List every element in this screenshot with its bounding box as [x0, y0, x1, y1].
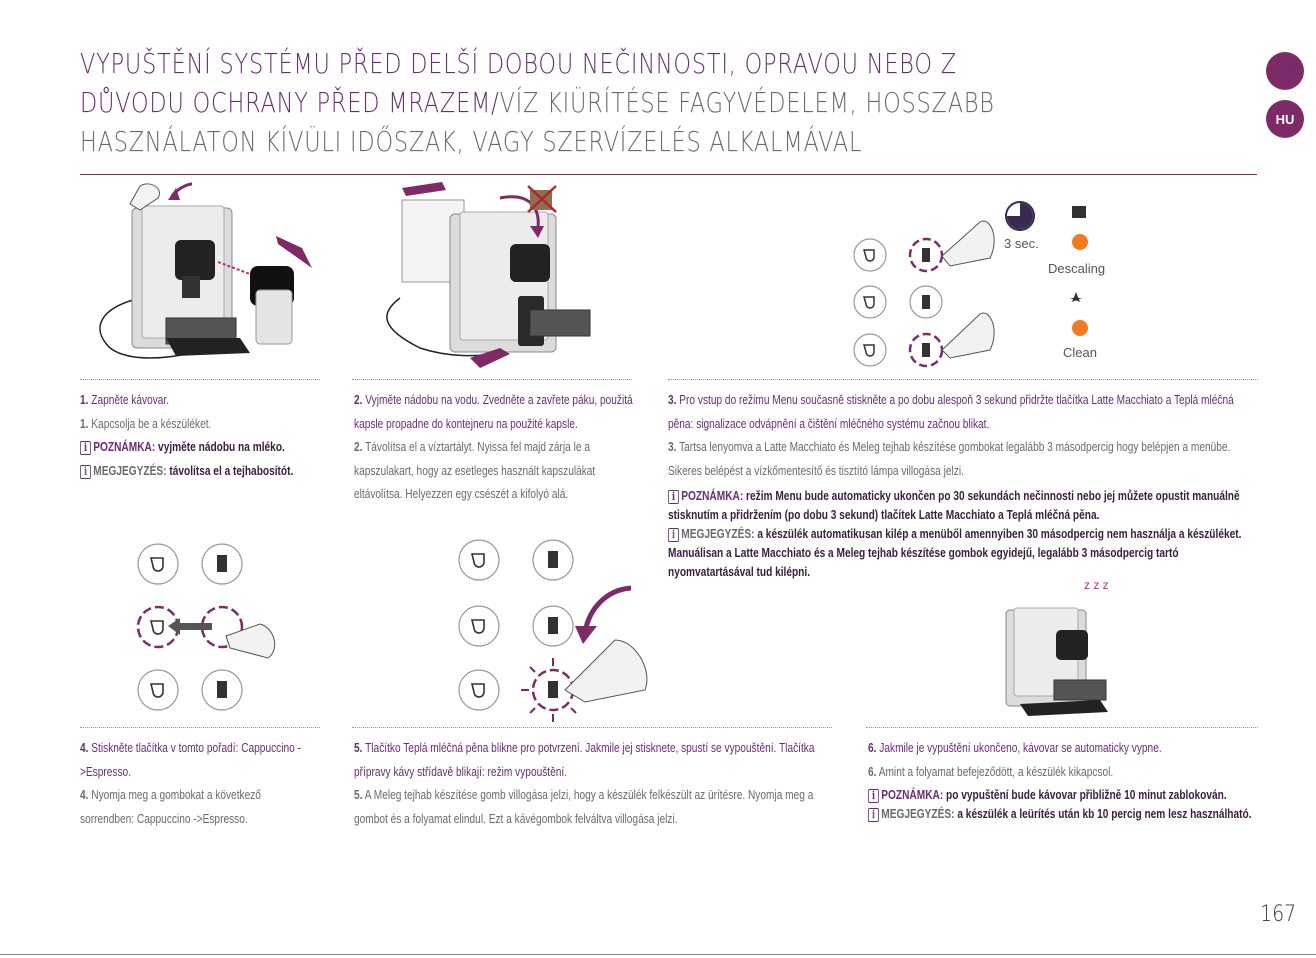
step-1-note-cz: vyjměte nádobu na mléko. [158, 439, 285, 454]
illustration-drain-button [455, 540, 655, 720]
info-icon: i [668, 490, 679, 504]
title-rule [80, 174, 1257, 175]
separator-2 [352, 379, 632, 380]
info-icon: i [868, 808, 879, 822]
illustration-machine-remove-milk [80, 178, 320, 373]
separator-1 [80, 379, 320, 380]
step-3-text [668, 388, 1258, 581]
illustration-machine-off [1000, 600, 1115, 718]
step-5-number-hu: 5. [354, 787, 363, 802]
step-1-cz: Zapněte kávovar. [91, 392, 170, 407]
step-1-text [80, 388, 322, 482]
title-hu: VÍZ KIÜRÍTÉSE FAGYVÉDELEM, HOSSZABB HASZNÁLATON KÍVÜLI IDŐSZAK, VAGY SZERVÍZELÉS ALKALMÁVAL [80, 86, 995, 158]
step-2-cz: Vyjměte nádobu na vodu. Zvedněte a zavřete páku, použitá kapsle propadne do kontejneru na použité kapsle. [354, 392, 633, 431]
step-6-text [868, 736, 1258, 823]
step-2-number-hu: 2. [354, 439, 363, 454]
label-descaling: Descaling [1048, 261, 1106, 276]
step-6-hu: Amint a folyamat befejeződött, a készülék kikapcsol. [878, 763, 1114, 779]
illustration-buttons-sequence [130, 540, 280, 715]
step-2-text [354, 388, 635, 506]
step-3-note-cz: režim Menu bude automaticky ukončen po 30 sekundách nečinnosti nebo jej můžete opustit manuálně stisknutím a přidržením (po dobu 3 sekund) tlačítek Latte Macchiato a Teplá mléčná pěna. [668, 488, 1240, 522]
step-6-cz: Jakmile je vypuštění ukončeno, kávovar se automaticky vypne. [879, 740, 1162, 755]
separator-6 [866, 727, 1258, 728]
language-badge-hu: HU [1266, 100, 1304, 138]
title-cz: VYPUŠTĚNÍ SYSTÉMU PŘED DELŠÍ DOBOU NEČINNOSTI, OPRAVOU NEBO Z DŮVODU OCHRANY PŘED MRAZEM/ [80, 47, 957, 119]
label-clean: Clean [1063, 345, 1097, 360]
step-3-number-hu: 3. [668, 439, 677, 454]
info-icon: i [668, 528, 679, 542]
step-5-text [354, 736, 822, 830]
step-6-number-hu: 6. [868, 763, 877, 779]
page-number: 167 [1260, 902, 1296, 927]
separator-4 [80, 727, 320, 728]
note-label-hu: MEGJEGYZÉS: [881, 806, 955, 821]
label-3sec: 3 sec. [1004, 236, 1039, 251]
separator-5 [352, 727, 832, 728]
language-badge-cz: CZ [1266, 52, 1304, 90]
step-5-cz: Tlačítko Teplá mléčná pěna blikne pro potvrzení. Jakmile jej stisknete, spustí se vypouštění. Tlačítka přípravy kávy střídavě blikají: režim vypouštění. [354, 740, 815, 779]
note-label-hu: MEGJEGYZÉS: [681, 526, 755, 541]
info-icon: i [868, 789, 879, 803]
separator-3 [668, 379, 1258, 380]
note-label-hu: MEGJEGYZÉS: [93, 462, 167, 478]
step-6-number: 6. [868, 740, 877, 755]
step-4-number: 4. [80, 740, 89, 755]
step-2-hu: Távolítsa el a víztartályt. Nyissa fel majd zárja le a kapszulakart, hogy az esetleges használt kapszulákat eltávolítsa. Helyezzen egy csészét a kifolyó alá. [354, 439, 596, 501]
page-title [80, 44, 1008, 161]
step-1-number-hu: 1. [80, 415, 89, 431]
note-label-cz: POZNÁMKA: [681, 488, 744, 503]
step-3-hu: Tartsa lenyomva a Latte Macchiato és Meleg tejhab készítése gombokat legalább 3 másodpercig hogy belépjen a menübe. Sikeres belépést a vízkőmentesítő és tisztító lámpa villogása jelzi. [668, 439, 1231, 478]
step-5-hu: A Meleg tejhab készítése gomb villogása jelzi, hogy a készülék felkészült az ürítésre. Nyomja meg a gombot és a folyamat elindul. Ezt a kávégombok felváltva villogása jelzi. [354, 787, 814, 826]
step-4-cz: Stiskněte tlačítka v tomto pořadí: Cappuccino ->Espresso. [80, 740, 301, 779]
step-1-note-hu: távolítsa el a tejhabosítót. [169, 462, 294, 478]
step-6-note-cz: po vypuštění bude kávovar přibližně 10 minut zablokován. [946, 787, 1227, 802]
info-icon: i [80, 465, 91, 479]
step-3-note-hu: a készülék automatikusan kilép a menüből amennyiben 30 másodpercig nem használja a készüléket. Manuálisan a Latte Macchiato és a Meleg tejhab készítése gombok egyidejű, legalább 3 másodpercig tartó nyomvatartásával tud kilépni. [668, 526, 1242, 579]
step-1-hu: Kapcsolja be a készüléket. [91, 415, 212, 431]
bottom-rule [0, 954, 1316, 955]
sleep-indicator: z z z [1084, 578, 1109, 592]
note-label-cz: POZNÁMKA: [93, 439, 156, 454]
step-2-number: 2. [354, 392, 363, 407]
step-4-number-hu: 4. [80, 787, 89, 802]
note-label-cz: POZNÁMKA: [881, 787, 944, 802]
step-4-text [80, 736, 314, 830]
step-5-number: 5. [354, 740, 363, 755]
step-3-number: 3. [668, 392, 677, 407]
info-icon: i [80, 441, 91, 455]
illustration-menu-buttons [850, 198, 1120, 368]
step-1-number: 1. [80, 392, 89, 407]
step-4-hu: Nyomja meg a gombokat a következő sorrendben: Cappuccino ->Espresso. [80, 787, 261, 826]
step-3-cz: Pro vstup do režimu Menu současně stiskněte a po dobu alespoň 3 sekund přidržte tlačítka Latte Macchiato a Teplá mléčná pěna: signalizace odvápnění a čištění mléčného systému začnou blikat. [668, 392, 1234, 431]
step-6-note-hu: a készülék a leürítés után kb 10 percig nem lesz használható. [957, 806, 1252, 821]
illustration-machine-remove-tank [380, 178, 600, 373]
